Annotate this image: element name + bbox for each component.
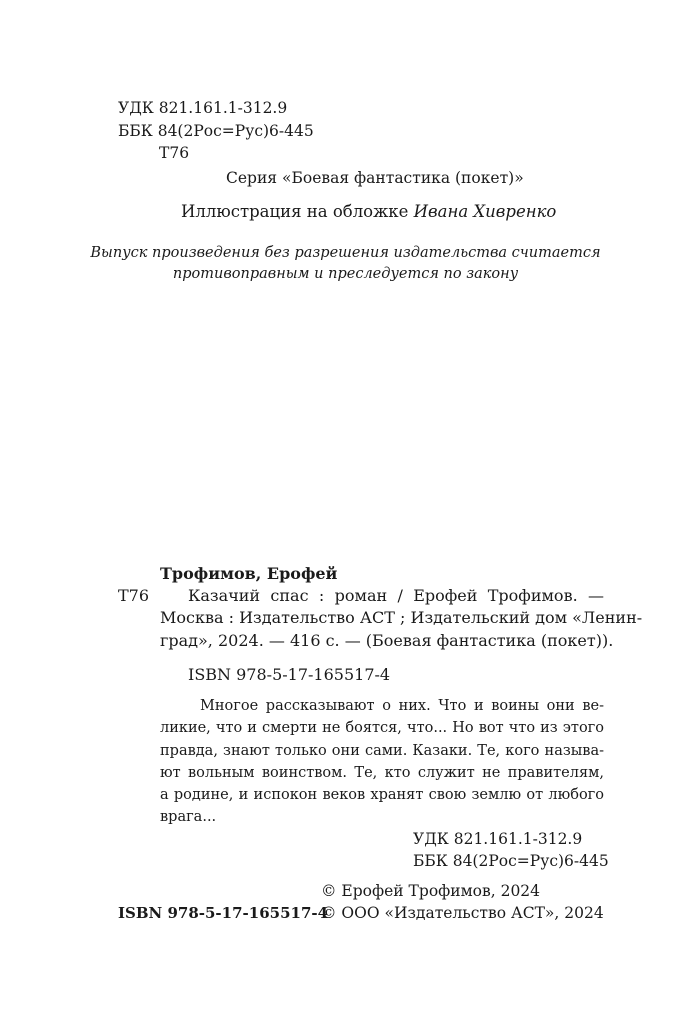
- catalog-isbn: ISBN 978-5-17-165517-4: [188, 665, 391, 684]
- annotation: [160, 695, 604, 829]
- series-line: Серия «Боевая фантастика (покет)»: [226, 169, 524, 187]
- copyright-publisher: © ООО «Издательство АСТ», 2024: [321, 904, 604, 922]
- catalog-line-2: Москва : Издательство АСТ ; Издательский дом «Ленин-: [160, 608, 643, 627]
- illustration-artist: Ивана Хивренко: [413, 202, 557, 221]
- catalog-line-1: Казачий спас : роман / Ерофей Трофимов. —: [188, 586, 604, 605]
- catalog-author-heading: Трофимов, Ерофей: [160, 564, 338, 583]
- annotation-line-3: правда, знают только они сами. Казаки. Те, кого называ-: [160, 742, 604, 759]
- footer-udk-code: УДК 821.161.1-312.9: [413, 830, 583, 848]
- annotation-line-5: а родине, и испокон веков хранят свою землю от любого: [160, 787, 604, 804]
- illustration-prefix: Иллюстрация на обложке: [181, 202, 414, 221]
- annotation-line-6: врага...: [160, 809, 217, 826]
- warning-line-1: Выпуск произведения без разрешения издательства считается: [90, 245, 601, 261]
- copyright-author: © Ерофей Трофимов, 2024: [321, 882, 541, 900]
- annotation-line-1: Многое рассказывают о них. Что и воины они ве-: [200, 698, 604, 714]
- udk-code: УДК 821.161.1-312.9: [118, 99, 288, 117]
- footer-bbk-code: ББК 84(2Рос=Рус)6-445: [413, 852, 609, 870]
- copyright-isbn: ISBN 978-5-17-165517-4: [118, 904, 329, 922]
- warning-line-2: противоправным и преследуется по закону: [172, 266, 519, 282]
- bbk-code: ББК 84(2Рос=Рус)6-445: [118, 122, 314, 140]
- catalog-entry-rest: [160, 607, 643, 652]
- catalog-line-3: град», 2024. — 416 с. — (Боевая фантастика (покет)).: [160, 630, 614, 650]
- catalog-author-mark: Т76: [118, 586, 150, 605]
- annotation-line-2: ликие, что и смерти не боятся, что... Но вот что из этого: [160, 720, 604, 737]
- author-mark: Т76: [159, 144, 190, 162]
- annotation-line-4: ют вольным воинством. Те, кто служит не правителям,: [160, 764, 604, 781]
- illustration-credit: [181, 201, 556, 223]
- catalog-entry: [188, 585, 604, 608]
